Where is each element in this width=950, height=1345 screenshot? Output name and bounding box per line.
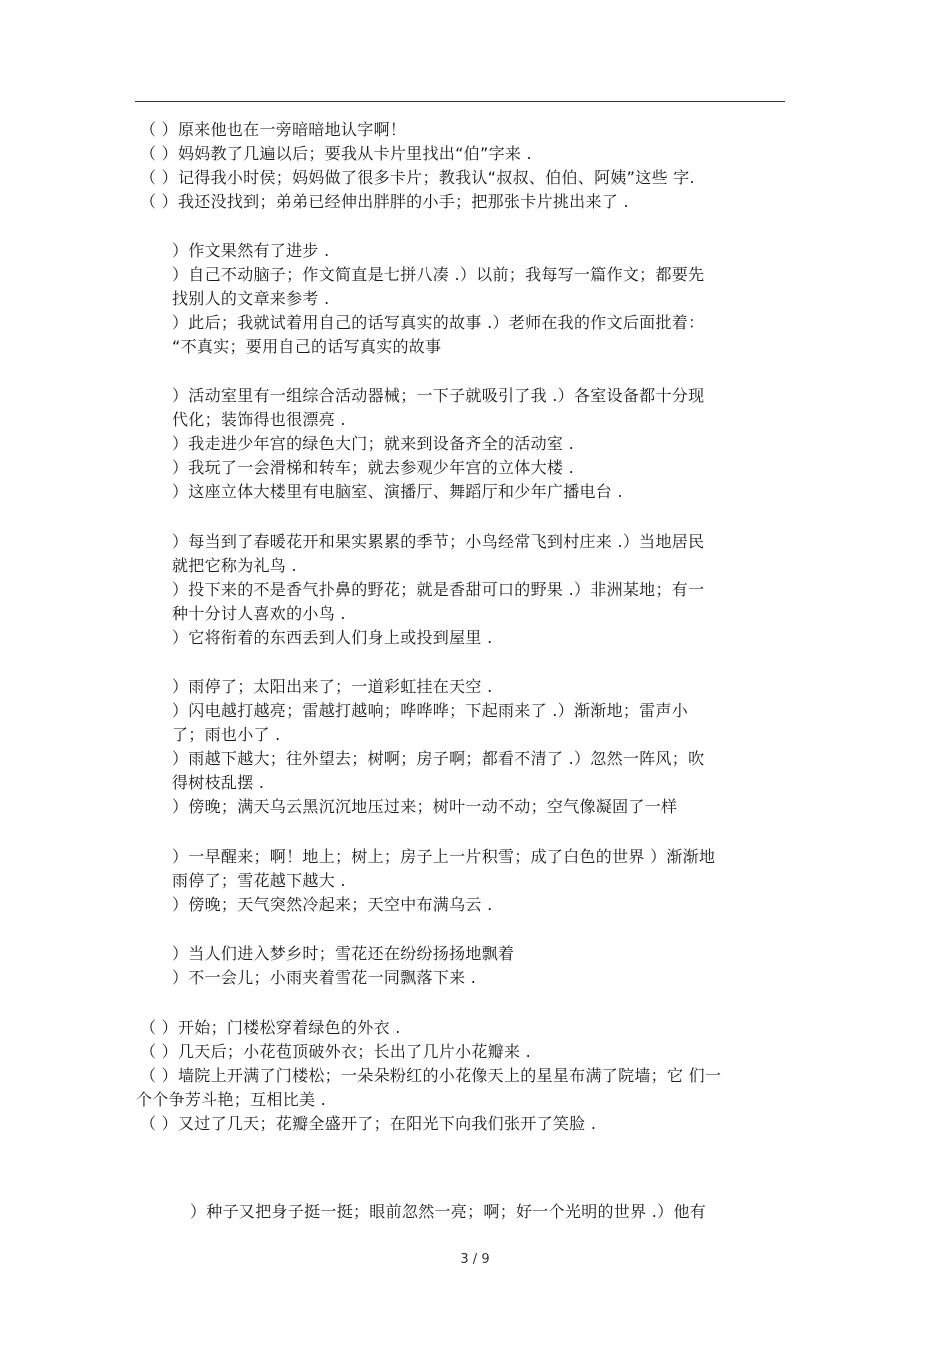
text-line: ）投下来的不是香气扑鼻的野花；就是香甜可口的野果 .）非洲某地；有一: [172, 580, 705, 599]
text-line: ）活动室里有一组综合活动器械；一下子就吸引了我 .）各室设备都十分现: [172, 386, 705, 405]
text-line: ）当人们进入梦乡时；雪花还在纷纷扬扬地飘着: [172, 944, 515, 963]
text-line: ）闪电越打越亮；雷越打越响；哗哗哗；下起雨来了 .）渐渐地；雷声小: [172, 701, 689, 720]
text-line: ）种子又把身子挺一挺；眼前忽然一亮；啊；好一个光明的世界 .）他有: [190, 1202, 707, 1221]
text-line: ）每当到了春暖花开和果实累累的季节；小鸟经常飞到村庄来 .）当地居民: [172, 532, 705, 551]
text-line: ）这座立体大楼里有电脑室、演播厅、舞蹈厅和少年广播电台 .: [172, 482, 623, 501]
text-line: （ ）记得我小时侯；妈妈做了很多卡片；教我认“叔叔、伯伯、阿姨”这些 字.: [140, 168, 695, 187]
text-line: （ ）又过了几天；花瓣全盛开了；在阳光下向我们张开了笑脸 .: [140, 1114, 597, 1133]
text-line: ）一早醒来；啊！地上；树上；房子上一片积雪；成了白色的世界 ）渐渐地: [172, 847, 716, 866]
text-line: （ ）原来他也在一旁暗暗地认字啊！: [140, 120, 407, 139]
text-line: 找别人的文章来参考 .: [172, 289, 330, 308]
text-line: ）不一会儿；小雨夹着雪花一同飘落下来 .: [172, 968, 477, 987]
text-line: ）傍晚；天气突然冷起来；天空中布满乌云 .: [172, 895, 493, 914]
text-line: ）此后；我就试着用自己的话写真实的故事 .）老师在我的作文后面批着：: [172, 313, 705, 332]
text-line: 就把它称为礼鸟 .: [172, 556, 297, 575]
header-rule: [135, 101, 785, 102]
text-line: ）雨越下越大；往外望去；树啊；房子啊；都看不清了 .）忽然一阵风；吹: [172, 749, 705, 768]
text-line: 个个争芳斗艳；互相比美 .: [136, 1090, 327, 1109]
text-line: （ ）我还没找到；弟弟已经伸出胖胖的小手；把那张卡片挑出来了 .: [140, 192, 629, 211]
text-line: ）自己不动脑子；作文简直是七拼八凑 .）以前；我每写一篇作文；都要先: [172, 265, 705, 284]
text-line: ）我走进少年宫的绿色大门；就来到设备齐全的活动室 .: [172, 434, 574, 453]
text-line: （ ）几天后；小花苞顶破外衣；长出了几片小花瓣来 .: [140, 1042, 532, 1061]
text-line: （ ）开始；门楼松穿着绿色的外衣 .: [140, 1018, 401, 1037]
text-line: 得树枝乱摆 .: [172, 773, 265, 792]
page-number: 3 / 9: [460, 1252, 490, 1267]
text-line: ）它将衔着的东西丢到人们身上或投到屋里 .: [172, 628, 493, 647]
text-line: 种十分讨人喜欢的小鸟 .: [172, 604, 346, 623]
text-line: 代化；装饰得也很漂亮 .: [172, 410, 346, 429]
text-line: 了；雨也小了 .: [172, 725, 281, 744]
text-line: ）傍晚；满天乌云黑沉沉地压过来；树叶一动不动；空气像凝固了一样: [172, 797, 678, 816]
text-line: 雨停了；雪花越下越大 .: [172, 871, 346, 890]
text-line: （ ）墙院上开满了门楼松；一朵朵粉红的小花像天上的星星布满了院墙；它 们一: [140, 1066, 722, 1085]
text-line: ）我玩了一会滑梯和转车；就去参观少年宫的立体大楼 .: [172, 458, 574, 477]
text-line: ）作文果然有了进步 .: [172, 241, 330, 260]
text-line: “不真实；要用自己的话写真实的故事: [172, 337, 442, 356]
text-line: （ ）妈妈教了几遍以后；要我从卡片里找出“伯”字来 .: [140, 144, 532, 163]
text-line: ）雨停了；太阳出来了；一道彩虹挂在天空 .: [172, 677, 493, 696]
